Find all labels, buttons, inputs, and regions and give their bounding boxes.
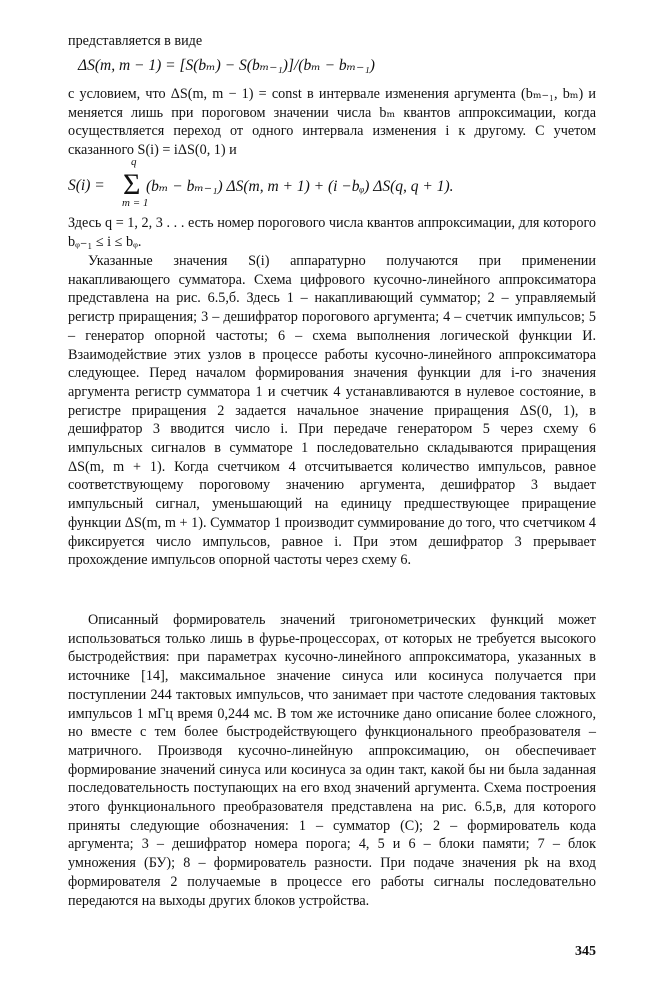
paragraph-condition: с условием, что ΔS(m, m − 1) = const в интервале изменения аргумента (bₘ₋₁, bₘ) и меняется лишь при пороговом значении числа bₘ квантов аппроксимации, когда осуществляется переход от одного интервала изменения i к другому. С учетом сказанного S(i) = iΔS(0, 1) и	[68, 86, 596, 159]
paragraph-threshold: Здесь q = 1, 2, 3 . . . есть номер порогового числа квантов аппроксимации, для которого bᵩ₋₁ ≤ i ≤ bᵩ.	[68, 215, 596, 250]
intro-line: представляется в виде	[68, 33, 203, 49]
paragraph-accumulator: Указанные значения S(i) аппаратурно получаются при применении накапливающего сумматора. Схема цифрового кусочно-линейного аппроксиматора представлена на рис. 6.5,б. Здесь 1 – накапливающий сумматор; 2 – управляемый регистр приращения; 3 – дешифратор порогового аргумента; 4 – счетчик импульсов; 5 – генератор опорной частоты; 6 – схема выполнения логической функции И. Взаимодействие этих узлов в процессе работы кусочно-линейного аппроксиматора следующее. Перед началом формирования значения функции для i-го значения аргумента регистр сумматора 1 и счетчик 4 устанавливаются в нулевое состояние, в регистре приращения 2 задается начальное значение приращения ΔS(0, 1), в дешифратор 3 вводится число i. При передаче генератором 5 через схему 6 импульсных сигналов в сумматоре 1 последовательно складываются приращения ΔS(m, m + 1). Когда счетчиком 4 отсчитывается количество импульсов, равное соответствующему пороговому значению аргумента, дешифратор 3 выдает импульсный сигнал, уменьшающий на единицу предшествующее приращение функции ΔS(m, m + 1). Сумматор 1 производит суммирование до того, что счетчиком 4 фиксируется число импульсов, равное i. При этом дешифратор 3 прерывает прохождение импульсов опорной частоты через схему 6.	[68, 253, 596, 569]
formula-delta-s: ΔS(m, m − 1) = [S(bₘ) − S(bₘ₋₁)]/(bₘ − bₘ₋₁)	[78, 57, 375, 74]
formula-s-rhs: (bₘ − bₘ₋₁) ΔS(m, m + 1) + (i −bᵩ) ΔS(q, q + 1).	[146, 178, 454, 195]
page-number: 345	[575, 944, 596, 959]
sum-sign: Σ	[123, 168, 141, 201]
formula-s-lhs: S(i) =	[68, 177, 105, 194]
paragraph-matrix: Описанный формирователь значений тригонометрических функций может использоваться только лишь в фурье-процессорах, от которых не требуется высокого быстродействия: при параметрах кусочно-линейного аппроксиматора, указанных в источнике [14], максимальное значение синуса или косинуса получается при поступлении 244 тактовых импульсов, что занимает при частоте следования тактовых импульсов 1 мГц время 0,244 мс. В том же источнике дано описание более сложного, но вместе с тем более быстродействующего функционального преобразователя – матричного. Производя кусочно-линейную аппроксимацию, он обеспечивает формирование значений синуса или косинуса за один такт, какой бы ни была заданная последовательность поступающих на его вход значений аргумента. Схема построения этого функционального преобразователя представлена на рис. 6.5,в, для которого приняты следующие обозначения: 1 – сумматор (С); 2 – формирователь кода аргумента; 3 – дешифратор номера порога; 4, 5 и 6 – блоки памяти; 7 – блок умножения (БУ); 8 – формирователь разности. При подаче значения pk на вход формирователя 2 получаемые в процессе его работы сигналы последовательно передаются на выходы других блоков устройства.	[68, 612, 596, 909]
sum-lower-limit: m = 1	[122, 197, 149, 209]
sum-upper-limit: q	[131, 156, 137, 168]
